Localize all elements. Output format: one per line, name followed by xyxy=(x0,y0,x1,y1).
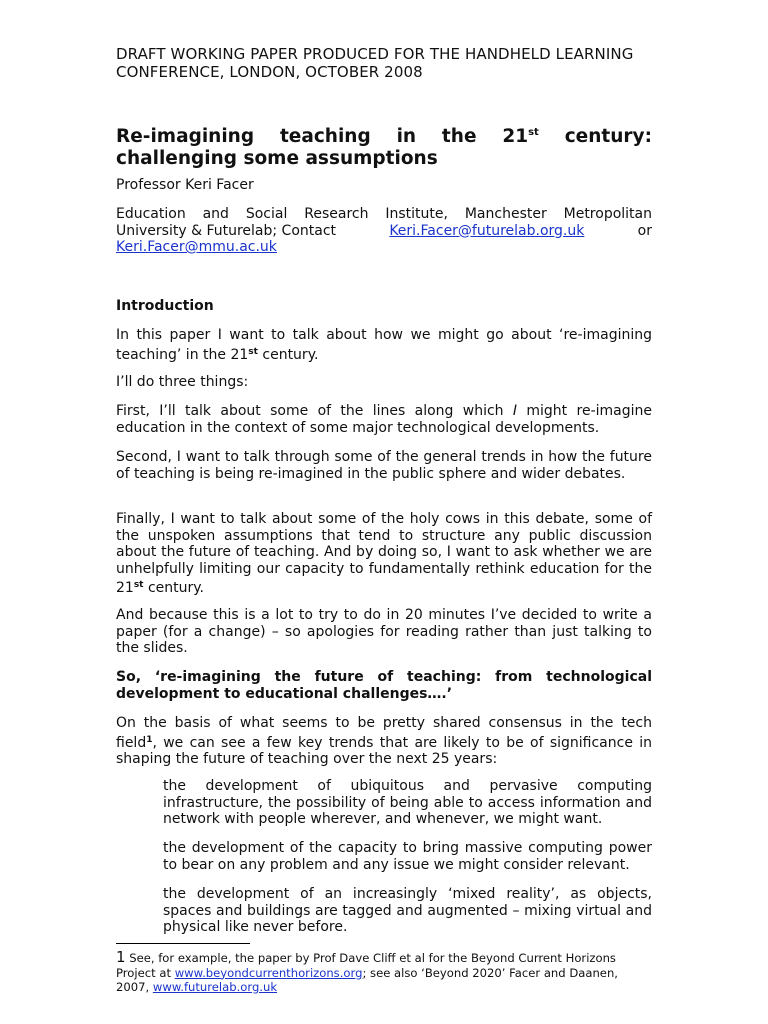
affiliation xyxy=(116,206,652,256)
paragraph-2: I’ll do three things: xyxy=(116,374,249,390)
title-superscript: st xyxy=(528,127,539,138)
draft-header xyxy=(116,45,652,81)
list-item: the development of the capacity to bring massive computing power to bear on any problem and any issue we might consider relevant. xyxy=(163,840,652,873)
email-link-futurelab[interactable]: Keri.Facer@futurelab.org.uk xyxy=(389,222,585,239)
paragraph-4: Second, I want to talk through some of the general trends in how the future of teaching is being re-imagined in the public sphere and wider debates. xyxy=(116,449,652,482)
link-beyondcurrenthorizons[interactable]: www.beyondcurrenthorizons.org xyxy=(174,965,363,980)
author: Professor Keri Facer xyxy=(116,177,254,193)
draft-header-line1: DRAFT WORKING PAPER PRODUCED FOR THE HANDHELD LEARNING xyxy=(116,45,634,63)
paper-title xyxy=(116,122,652,170)
paragraph-7: On the basis of what seems to be pretty shared consensus in the tech field$^1$, we can see a few key trends that are likely to be of significance in shaping the future of teaching over the next 25 years: xyxy=(116,715,652,767)
draft-header-line2: CONFERENCE, LONDON, OCTOBER 2008 xyxy=(116,63,423,81)
title-line1: Re-imagining teaching in the 21st century: xyxy=(116,126,652,147)
list-item: the development of an increasingly ‘mixed reality’, as objects, spaces and buildings are tagged and augmented – mixing virtual and physical like never before. xyxy=(163,886,652,935)
footnote: 1 See, for example, the paper by Prof Dave Cliff et al for the Beyond Current Horizons Project at www.beyondcurrenthorizons.org; see also ‘Beyond 2020’ Facer and Daanen, 2007, www.futurelab.org.uk xyxy=(116,948,618,994)
intro-heading: Introduction xyxy=(116,298,214,314)
list-item: the development of ubiquitous and pervasive computing infrastructure, the possibility of being able to access information and network with people wherever, and whenever, we might want. xyxy=(163,778,652,827)
footnote-number: 1 xyxy=(116,948,126,966)
footnote-divider xyxy=(116,943,250,944)
title-line2: challenging some assumptions xyxy=(116,148,438,169)
affiliation-line2: University & Futurelab; Contact Keri.Facer@futurelab.org.uk or xyxy=(116,222,652,239)
affiliation-line1: Education and Social Research Institute, Manchester Metropolitan xyxy=(116,206,652,222)
footnote-ref[interactable]: 1 xyxy=(146,734,153,745)
paragraph-1: In this paper I want to talk about how we might go about ‘re-imagining teaching’ in the 21st century. xyxy=(116,327,652,363)
paragraph-5: Finally, I want to talk about some of the holy cows in this debate, some of the unspoken assumptions that tend to structure any public discussion about the future of teaching. And by doing so, I want to ask whether we are unhelpfully limiting our capacity to fundamentally rethink education for the 21st century. xyxy=(116,511,652,596)
link-futurelab[interactable]: www.futurelab.org.uk xyxy=(152,980,278,994)
section-heading: So, ‘re-imagining the future of teaching: from technological development to educational challenges….’ xyxy=(116,669,652,702)
email-link-mmu[interactable]: Keri.Facer@mmu.ac.uk xyxy=(116,239,277,255)
paragraph-3: First, I’ll talk about some of the lines along which I might re-imagine education in the context of some major technological developments. xyxy=(116,403,652,436)
paragraph-6: And because this is a lot to try to do in 20 minutes I’ve decided to write a paper (for a change) – so apologies for reading rather than just talking to the slides. xyxy=(116,607,652,656)
